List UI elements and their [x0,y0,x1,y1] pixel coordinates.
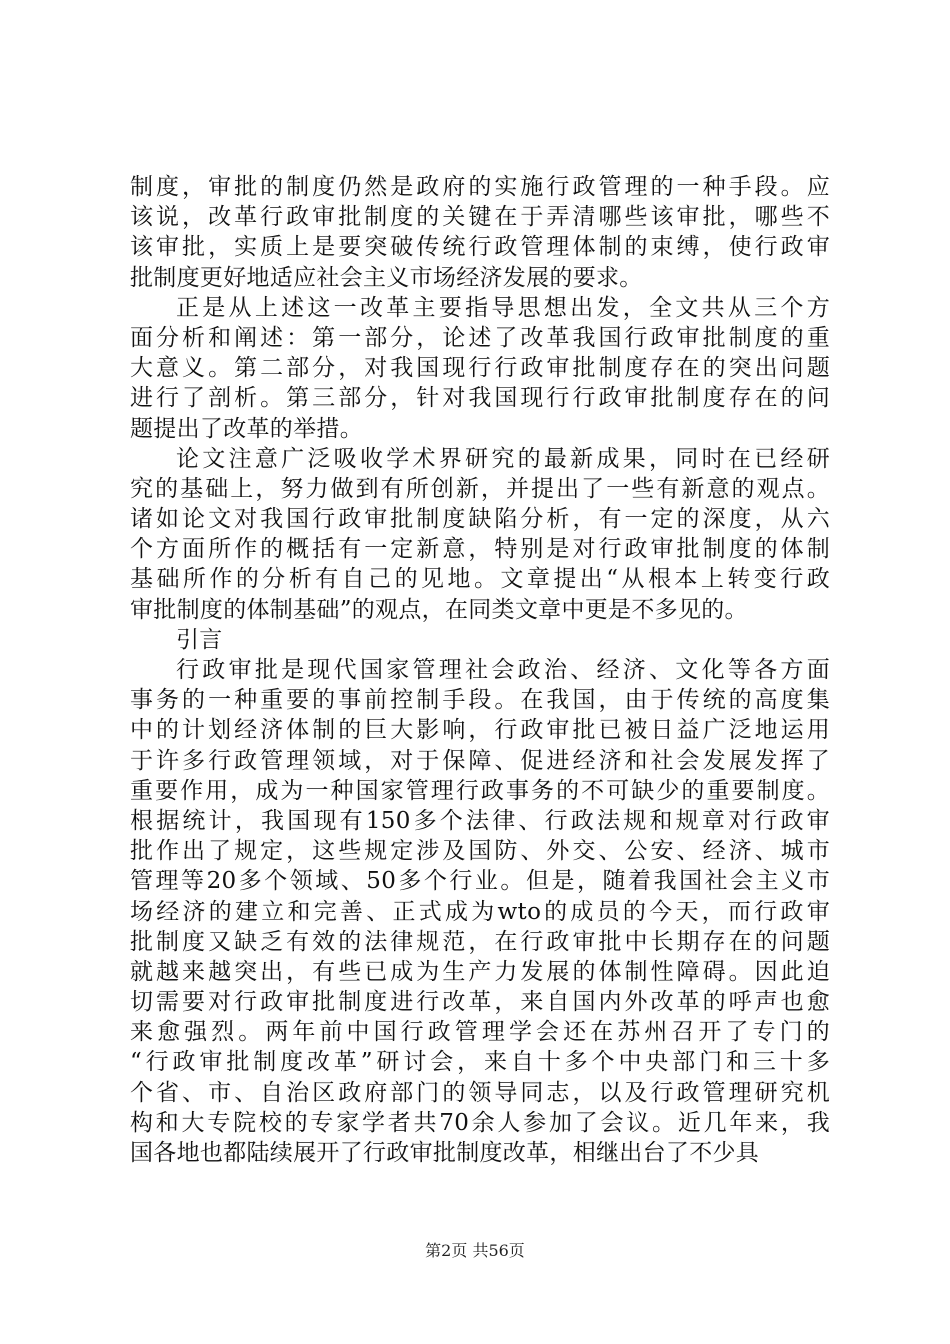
text-line: 个省、市、自治区政府部门的领导同志，以及行政管理研究机 [130,1079,830,1106]
text-line: 正是从上述这一改革主要指导思想出发，全文共从三个方 [176,294,830,321]
text-line: 题提出了改革的举措。 [130,415,363,442]
text-line: 就越来越突出，有些已成为生产力发展的体制性障碍。因此迫 [130,958,830,985]
paragraph [130,655,830,1168]
text-line: 该审批，实质上是要突破传统行政管理体制的束缚，使行政审 [130,234,830,261]
text-line: 重要作用，成为一种国家管理行政事务的不可缺少的重要制度。 [130,777,830,804]
text-line: 论文注意广泛吸收学术界研究的最新成果，同时在已经研 [176,445,830,472]
paragraph [130,444,830,625]
text-line: 诸如论文对我国行政审批制度缺陷分析，有一定的深度，从六 [130,506,830,533]
text-line: 面分析和阐述：第一部分，论述了改革我国行政审批制度的重 [130,324,830,351]
text-line: 于许多行政管理领域，对于保障、促进经济和社会发展发挥了 [130,747,830,774]
text-line: 个方面所作的概括有一定新意，特别是对行政审批制度的体制 [130,536,830,563]
text-line: 管理等20多个领域、50多个行业。但是，随着我国社会主义市 [130,868,830,895]
text-line: 基础所作的分析有自己的见地。文章提出“从根本上转变行政 [130,566,830,593]
text-line: 批作出了规定，这些规定涉及国防、外交、公安、经济、城市 [130,838,830,865]
document-body [130,172,830,1168]
text-line: 行政审批是现代国家管理社会政治、经济、文化等各方面 [176,657,830,683]
text-line: 国各地也都陆续展开了行政审批制度改革，相继出台了不少具 [130,1140,760,1166]
text-line: 进行了剖析。第三部分，针对我国现行行政审批制度存在的问 [130,385,830,412]
text-line: 引言 [176,626,223,653]
text-line: 批制度又缺乏有效的法律规范，在行政审批中长期存在的问题 [130,928,830,955]
text-line: 场经济的建立和完善、正式成为wto的成员的今天，而行政审 [130,898,830,925]
text-line: 构和大专院校的专家学者共70余人参加了会议。近几年来，我 [130,1109,830,1136]
text-line: 制度，审批的制度仍然是政府的实施行政管理的一种手段。应 [130,174,830,200]
paragraph [130,293,830,444]
text-line: 中的计划经济体制的巨大影响，行政审批已被日益广泛地运用 [130,717,830,744]
paragraph [130,625,830,655]
text-line: 审批制度的体制基础”的观点，在同类文章中更是不多见的。 [130,596,748,623]
text-line: 切需要对行政审批制度进行改革，来自国内外改革的呼声也愈 [130,989,830,1016]
paragraph [130,172,830,293]
text-line: 来愈强烈。两年前中国行政管理学会还在苏州召开了专门的 [130,1019,830,1046]
text-line: 批制度更好地适应社会主义市场经济发展的要求。 [130,264,643,291]
page-footer: 第2页 共56页 [425,1241,525,1260]
text-line: 该说，改革行政审批制度的关键在于弄清哪些该审批，哪些不 [130,204,830,231]
text-line: 究的基础上，努力做到有所创新，并提出了一些有新意的观点。 [130,475,830,502]
text-line: “行政审批制度改革”研讨会，来自十多个中央部门和三十多 [130,1049,830,1076]
text-line: 根据统计，我国现有150多个法律、行政法规和规章对行政审 [130,807,830,834]
text-line: 大意义。第二部分，对我国现行行政审批制度存在的突出问题 [130,355,830,382]
text-line: 事务的一种重要的事前控制手段。在我国，由于传统的高度集 [130,687,830,714]
